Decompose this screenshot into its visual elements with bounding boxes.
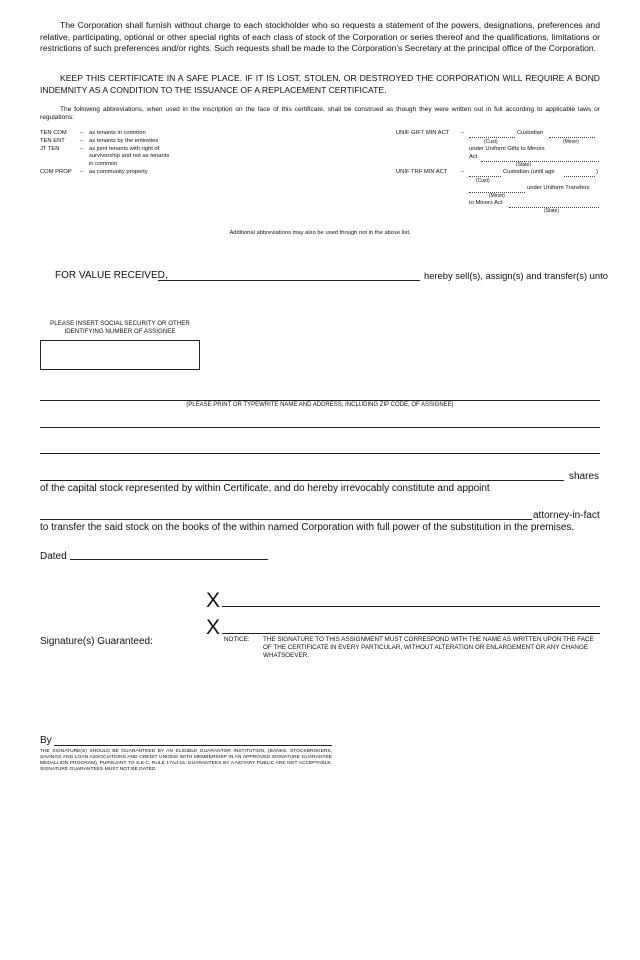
dated-label: Dated	[40, 551, 67, 562]
signature-x-mark-1: X	[206, 589, 221, 612]
gift-minor-caption: (Minor)	[563, 139, 579, 145]
abbreviations-left	[40, 130, 220, 177]
abbr-dash: –	[80, 130, 84, 136]
trf-paren: )	[596, 169, 598, 175]
shares-label: shares	[569, 471, 600, 482]
ssn-input-box[interactable]	[40, 340, 200, 370]
trf-custodian-label: Custodian (until age	[503, 169, 555, 175]
hereby-transfer-text: hereby sell(s), assign(s) and transfer(s) unto	[424, 270, 608, 281]
gift-custodian-label: Custodian	[517, 130, 544, 136]
trf-cust-caption: (Cust)	[476, 178, 490, 184]
abbr-dash: –	[461, 169, 465, 175]
gift-act-label: Act	[469, 154, 478, 160]
guarantor-signature-line[interactable]	[54, 745, 332, 746]
trf-state-caption: (State)	[544, 208, 560, 214]
guarantee-disclaimer: THE SIGNATURE(S) SHOULD BE GUARANTEED BY AN ELIGIBLE GUARANTOR INSTITUTION, (BANKS, STOCKBROKERS, SAVINGS AND LOAN ASSOCIATIONS AND CREDIT UNIONS WITH MEMBERSHIP IN AN APPROVED SIGNATURE GUARANTEE MEDALLION PROGRAM), PURSUANT TO S.E.C. RULE 17Ad-15. GUARANTEES BY A NOTARY PUBLIC ARE NOT ACCEPTABLE. SIGNATURE GUARANTEES MUST NOT BE DATED.	[40, 749, 332, 772]
gift-state-caption: (State)	[516, 162, 532, 168]
shares-count-line[interactable]	[40, 480, 564, 481]
signature-guaranteed-label: Signature(s) Guaranteed:	[40, 636, 153, 647]
abbr-meaning: in common	[89, 161, 118, 168]
abbr-term: TEN ENT	[40, 137, 65, 144]
abbr-row	[40, 130, 220, 138]
intro-paragraph-rights: The Corporation shall furnish without charge to each stockholder who so requests a statement of the powers, designations, preferences and relative, participating, optional or other special rights of each class of stock of the Corporation or series thereof and the qualifications, limitations or restrictions of such preferences and/or rights. Such requests shall be made to the Corporation's Secretary at the principal office of the Corporation.	[40, 20, 600, 53]
assignee-name-line[interactable]	[40, 400, 600, 401]
abbr-meaning: as tenants in common	[89, 130, 146, 136]
abbr-dash: –	[80, 145, 84, 152]
signature-line-1[interactable]	[222, 606, 600, 607]
attorney-name-line[interactable]	[40, 519, 532, 520]
assignee-address-line-2[interactable]	[40, 453, 600, 454]
notice-text: THE SIGNATURE TO THIS ASSIGNMENT MUST CORRESPOND WITH THE NAME AS WRITTEN UPON THE FACE OF THE CERTIFICATE IN EVERY PARTICULAR, WITHOUT ALTERATION OR ENLARGEMENT OR ANY CHANGE WHATSOEVER.	[263, 636, 594, 659]
ssn-label	[40, 320, 200, 335]
abbr-row	[40, 138, 220, 146]
abbr-meaning: as tenants by the entireties	[89, 137, 159, 144]
gift-cust-caption: (Cust)	[484, 139, 498, 145]
abbr-meaning: as joint tenants with right of	[89, 145, 160, 152]
abbr-dash: –	[80, 168, 84, 175]
signature-line-2[interactable]	[222, 633, 600, 634]
abbr-term: UNIF TRF MIN ACT	[396, 169, 448, 175]
trf-age-field[interactable]	[564, 176, 595, 177]
intro-paragraph-keep-safe: KEEP THIS CERTIFICATE IN A SAFE PLACE. IF IT IS LOST, STOLEN, OR DESTROYED THE CORPORATION WILL REQUIRE A BOND INDEMNITY AS A CONDITION TO THE ISSUANCE OF A REPLACEMENT CERTIFICATE.	[40, 73, 600, 95]
abbr-term: JT TEN	[40, 145, 60, 152]
for-value-received: FOR VALUE RECEIVED,	[55, 270, 168, 281]
gift-cust-field[interactable]	[469, 137, 515, 138]
transfer-text: to transfer the said stock on the books of the within named Corporation with full power of the substitution in the premises.	[40, 522, 575, 533]
intro-paragraph-abbreviations: The following abbreviations, when used in the inscription on the face of this certificate, shall be construed as though they were written out in full according to applicable laws or regulations:	[40, 106, 600, 122]
gift-under-label: under Uniform Gifts to Minors	[469, 146, 545, 152]
trf-minor-caption: (Minor)	[489, 193, 505, 199]
print-name-caption: (PLEASE PRINT OR TYPEWRITE NAME AND ADDRESS, INCLUDING ZIP CODE, OF ASSIGNEE)	[186, 402, 454, 408]
additional-abbreviations-note: Additional abbreviations may also be used though not in the above list.	[229, 230, 411, 236]
signature-x-mark-2: X	[206, 616, 221, 639]
date-field[interactable]	[70, 559, 268, 560]
trf-cust-field[interactable]	[469, 176, 501, 177]
gift-minor-field[interactable]	[549, 137, 595, 138]
trf-to-minors-label: to Minors Act	[469, 200, 503, 206]
by-label: By	[40, 735, 52, 746]
capital-stock-text: of the capital stock represented by within Certificate, and do hereby irrevocably constitute and appoint	[40, 483, 490, 494]
abbr-term: COM PROP	[40, 168, 72, 175]
attorney-in-fact-label: attorney-in-fact	[533, 510, 600, 521]
abbr-term: UNIF GIFT MIN ACT	[396, 130, 450, 136]
ssn-label-line1: PLEASE INSERT SOCIAL SECURITY OR OTHER	[50, 320, 190, 327]
gift-state-field[interactable]	[481, 161, 599, 162]
ssn-label-line2: IDENTIFYING NUMBER OF ASSIGNEE	[64, 327, 176, 335]
assignor-name-field[interactable]	[158, 280, 420, 281]
abbr-meaning: survivorship and not as tenants	[89, 153, 170, 160]
abbr-term: TEN COM	[40, 130, 67, 136]
abbr-row	[40, 146, 220, 169]
notice-label: NOTICE:	[224, 636, 250, 643]
assignee-address-line-1[interactable]	[40, 427, 600, 428]
abbr-meaning: as community property	[89, 168, 148, 175]
abbr-row	[40, 169, 220, 177]
abbr-dash: –	[80, 137, 84, 144]
trf-under-label: under Uniform Transfers	[527, 185, 590, 191]
abbr-dash: –	[461, 130, 465, 136]
